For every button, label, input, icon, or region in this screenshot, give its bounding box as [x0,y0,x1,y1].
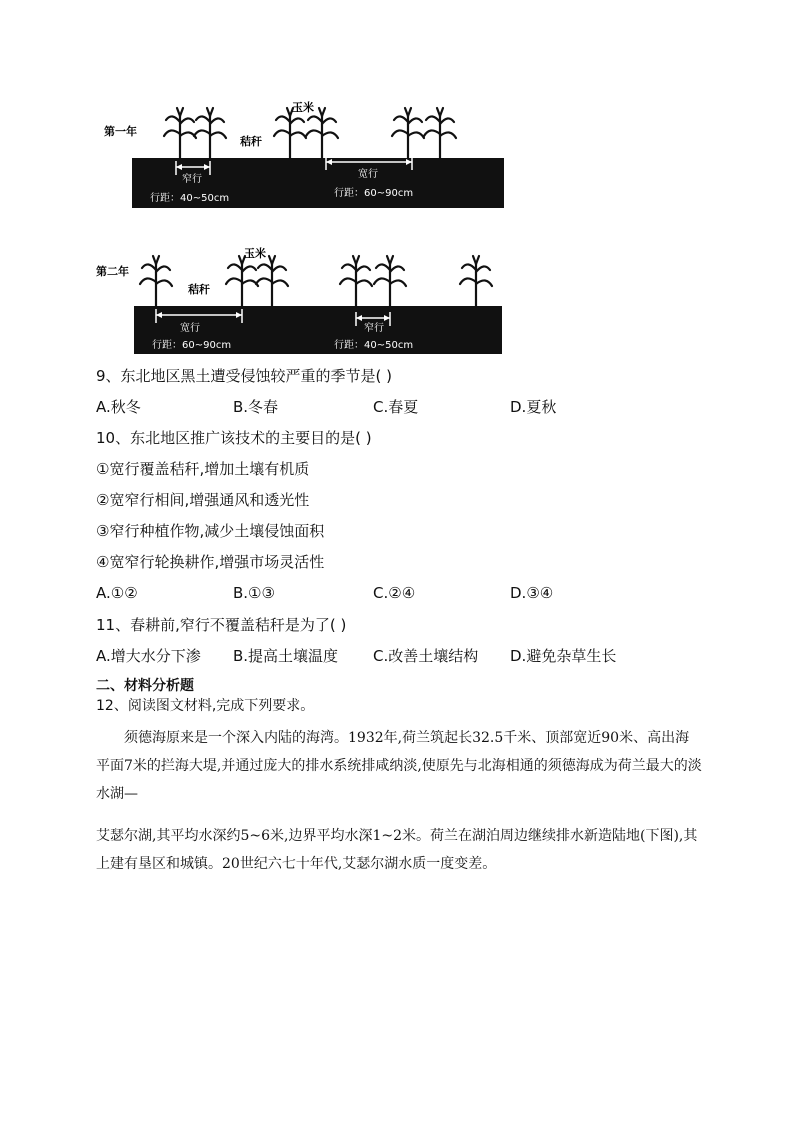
q10-option-a: A.①② [96,584,138,602]
year1-label: 第一年 [104,125,137,138]
q10-statement-2: ②宽窄行相间,增强通风和透光性 [96,491,310,509]
year1-narrow-spacing: 行距：40~50cm [150,193,230,204]
section-title: 二、材料分析题 [96,678,194,694]
corn-plant-icon [164,108,196,158]
year1-wide-label: 宽行 [358,169,378,180]
q10-statement-3: ③窄行种植作物,减少土壤侵蚀面积 [96,522,325,540]
corn-plant-icon [256,256,288,306]
q9-stem: 9、东北地区黑土遭受侵蚀较严重的季节是( ) [96,367,393,385]
corn-plant-icon [392,108,424,158]
q9-option-c: C.春夏 [373,398,419,416]
year2-corn-label: 玉米 [244,247,266,260]
corn-plant-icon [340,256,372,306]
year2-narrow-label: 窄行 [364,323,384,334]
q10-statement-1: ①宽行覆盖秸秆,增加土壤有机质 [96,460,310,478]
figure-year1 [100,95,510,215]
q10-option-c: C.②④ [373,584,416,602]
q11-option-b: B.提高土壤温度 [233,647,339,665]
q10-option-d: D.③④ [510,584,554,602]
q12-stem: 12、阅读图文材料,完成下列要求。 [96,698,315,714]
corn-plant-icon [274,108,306,158]
year2-wide-spacing: 行距：60~90cm [152,340,232,351]
q11-stem: 11、春耕前,窄行不覆盖秸秆是为了( ) [96,616,347,634]
q10-stem: 10、东北地区推广该技术的主要目的是( ) [96,429,372,447]
corn-plant-icon [306,108,338,158]
year1-corn-label: 玉米 [292,101,314,114]
corn-plant-icon [140,256,172,306]
q11-option-c: C.改善土壤结构 [373,647,479,665]
corn-plant-icon [424,108,456,158]
q10-option-b: B.①③ [233,584,275,602]
q9-option-b: B.冬春 [233,398,279,416]
year2-narrow-spacing: 行距：40~50cm [334,340,414,351]
q12-paragraph-2: 艾瑟尔湖,其平均水深约5~6米,边界平均水深1~2米。荷兰在湖泊周边继续排水新造陆地(下图),其上建有垦区和城镇。20世纪六七十年代,艾瑟尔湖水质一度变差。 [96,828,698,872]
year2-straw-label: 秸秆 [188,283,210,296]
corn-plant-icon [374,256,406,306]
q12-paragraph-1: 须德海原来是一个深入内陆的海湾。1932年,荷兰筑起长32.5千米、顶部宽近90米、高出海平面7米的拦海大堤,并通过庞大的排水系统排咸纳淡,使原先与北海相通的须德海成为荷兰最大的淡水湖— [96,730,702,802]
q9-option-a: A.秋冬 [96,398,141,416]
q10-statement-4: ④宽窄行轮换耕作,增强市场灵活性 [96,553,325,571]
figure-year2 [94,243,510,358]
year2-label: 第二年 [96,265,129,278]
corn-plant-icon [194,108,226,158]
year1-narrow-label: 窄行 [182,174,202,185]
corn-plant-icon [226,256,258,306]
corn-plant-icon [460,256,492,306]
q9-option-d: D.夏秋 [510,398,557,416]
corn-plants-year1 [164,108,456,158]
year2-wide-label: 宽行 [180,323,200,334]
year1-straw-label: 秸秆 [240,135,262,148]
q11-option-d: D.避免杂草生长 [510,647,617,665]
year1-wide-spacing: 行距：60~90cm [334,188,414,199]
q11-option-a: A.增大水分下渗 [96,647,201,665]
